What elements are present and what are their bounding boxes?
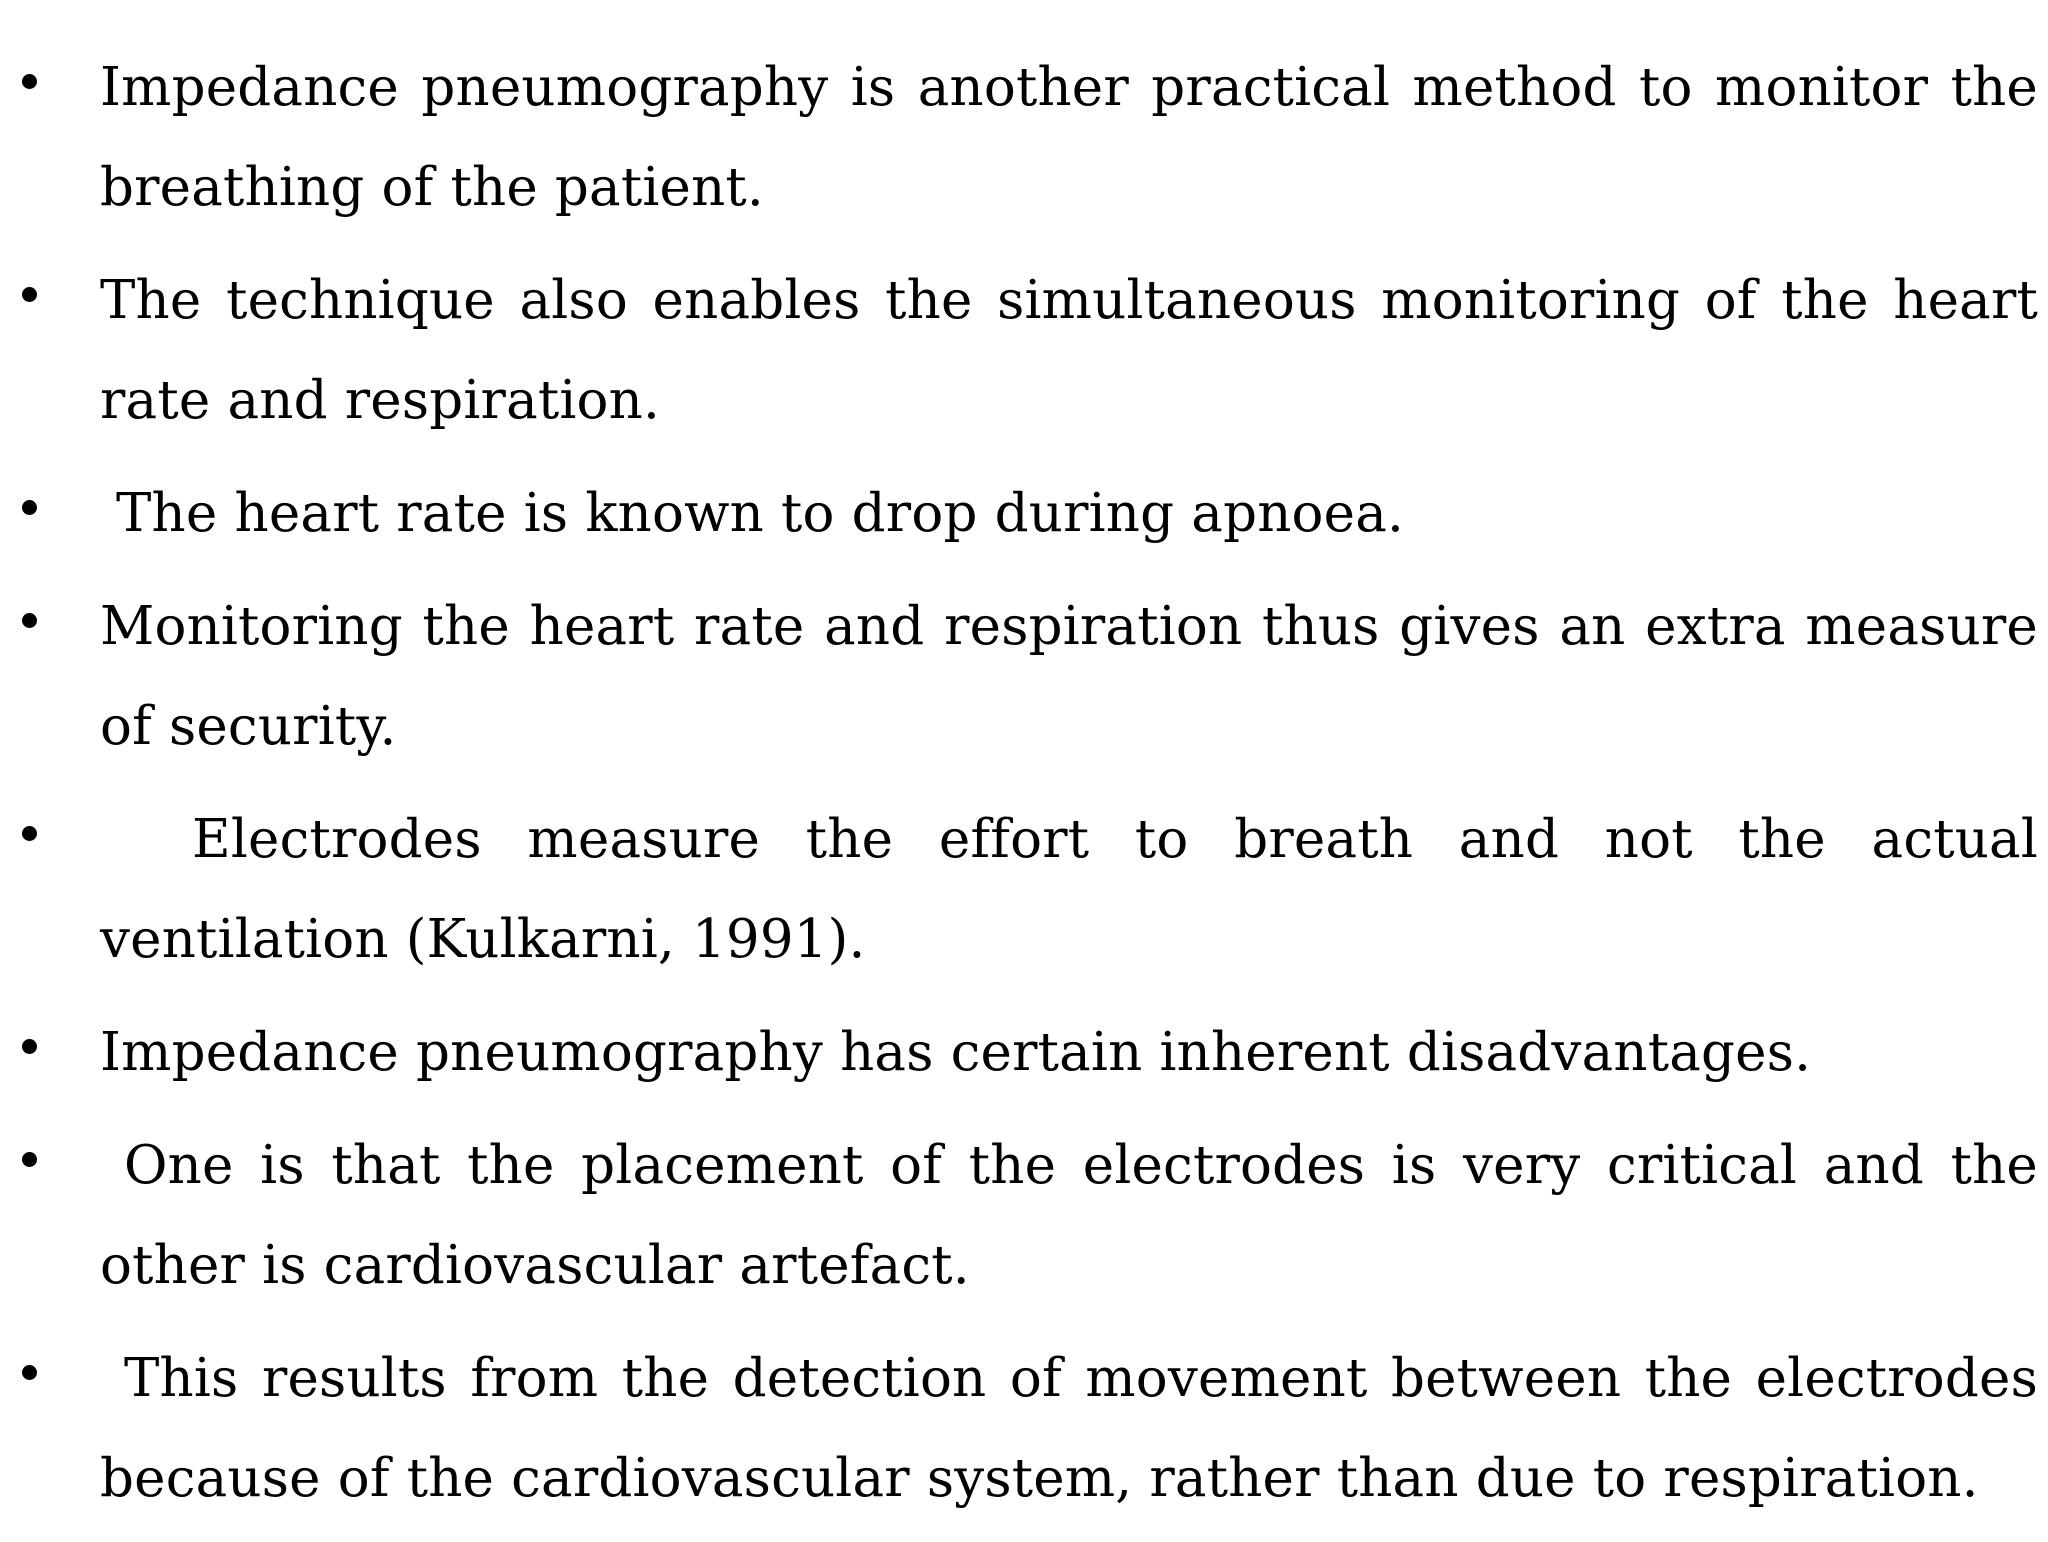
bullet-dot-icon [22, 826, 37, 841]
bullet-text: The technique also enables the simultaneous monitoring of the heart rate and respiration. [100, 270, 2038, 431]
bullet-item [0, 1116, 2048, 1316]
bullet-item [0, 1329, 2048, 1529]
bullet-dot-icon [22, 1152, 37, 1167]
bullet-text: Electrodes measure the effort to breath and not the actual ventilation (Kulkarni, 1991). [100, 809, 2038, 970]
bullet-item [0, 464, 2048, 564]
bullet-item [0, 790, 2048, 990]
bullet-dot-icon [22, 500, 37, 515]
bullet-item [0, 38, 2048, 238]
bullet-text: The heart rate is known to drop during apnoea. [116, 483, 1405, 544]
bullet-text: Impedance pneumography is another practical method to monitor the breathing of the patient. [100, 57, 2038, 218]
bullet-dot-icon [22, 1365, 37, 1380]
bullet-item [0, 1003, 2048, 1103]
bullet-text: Impedance pneumography has certain inherent disadvantages. [100, 1022, 1812, 1083]
bullet-item [0, 577, 2048, 777]
bullet-text: Monitoring the heart rate and respiration thus gives an extra measure of security. [100, 596, 2038, 757]
bullet-dot-icon [22, 287, 37, 302]
bullet-text: This results from the detection of movement between the electrodes because of the cardiovascular system, rather than due to respiration. [100, 1348, 2038, 1509]
bullet-text: One is that the placement of the electrodes is very critical and the other is cardiovascular artefact. [100, 1135, 2038, 1296]
bullet-item [0, 251, 2048, 451]
bullet-dot-icon [22, 613, 37, 628]
bullet-dot-icon [22, 1039, 37, 1054]
bullet-list [0, 38, 2048, 1542]
bullet-dot-icon [22, 74, 37, 89]
